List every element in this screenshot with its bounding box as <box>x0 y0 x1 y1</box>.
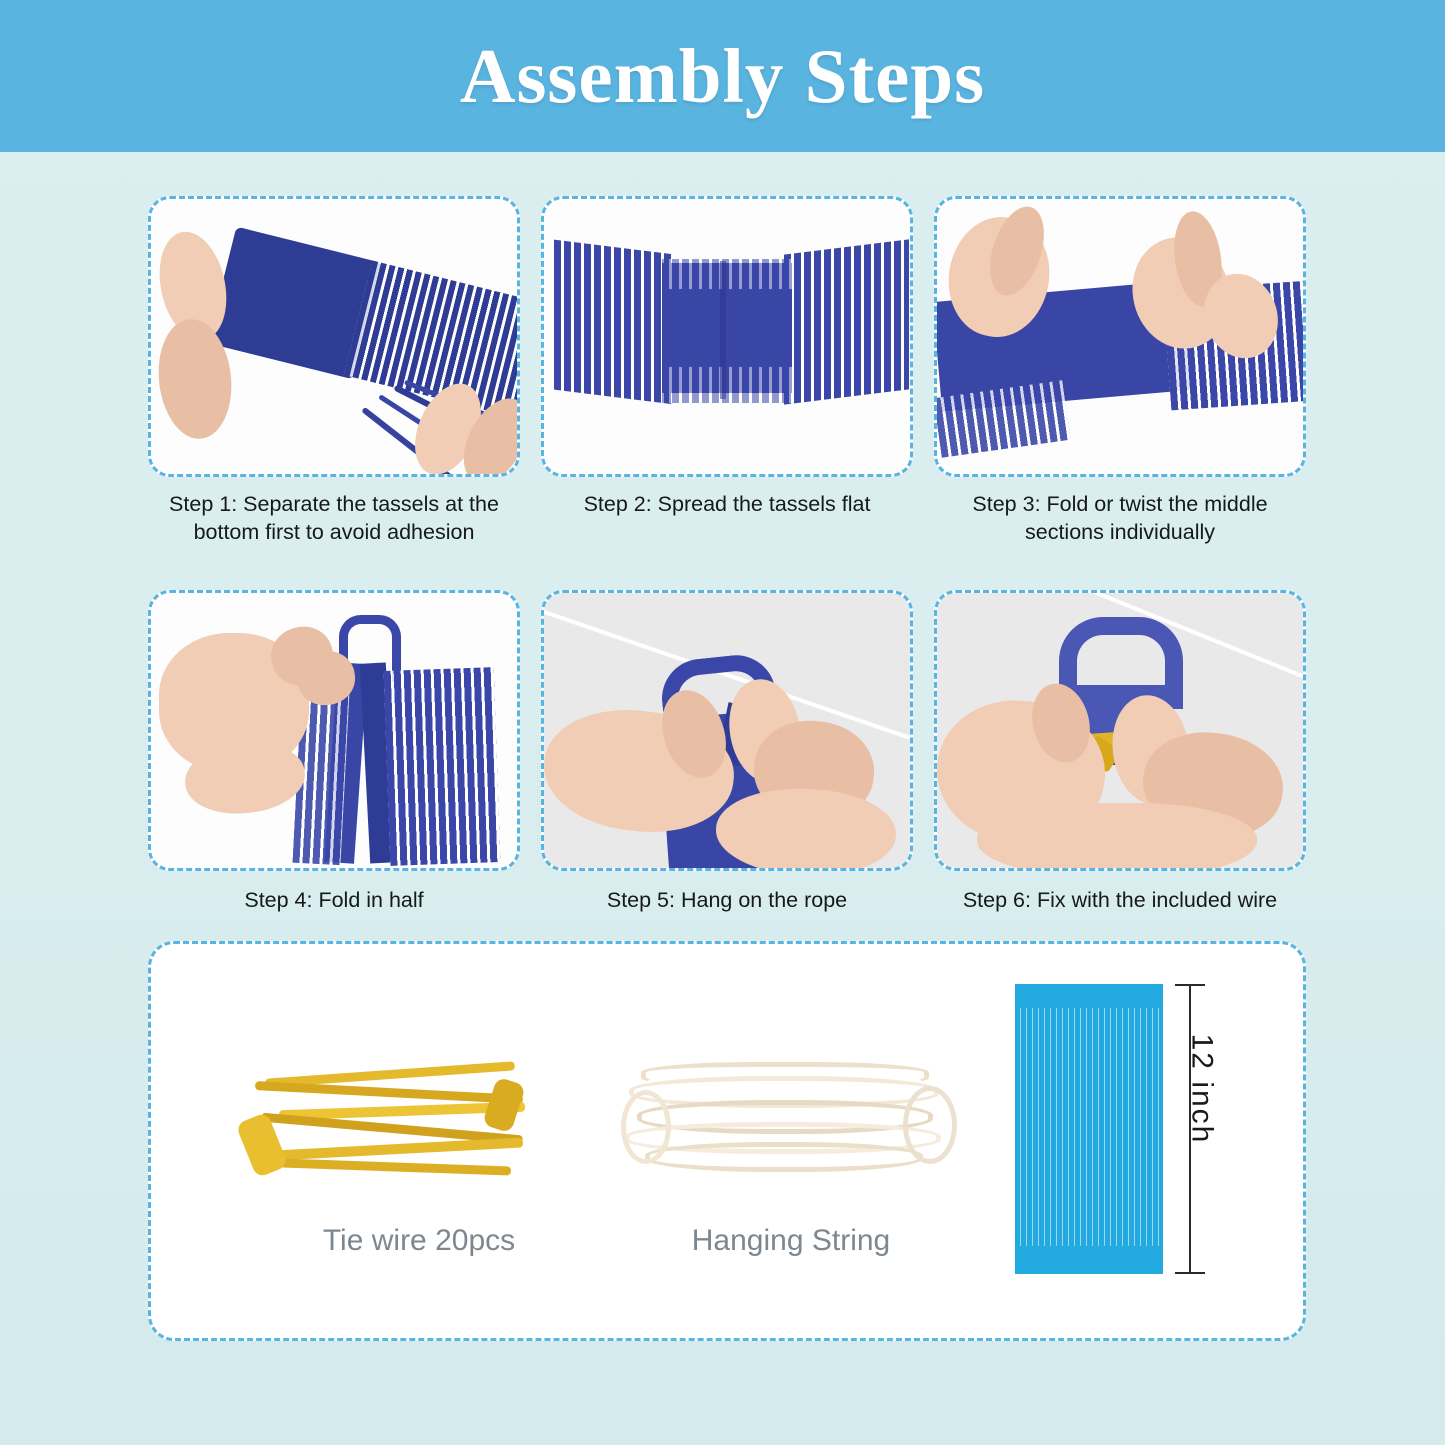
page-title: Assembly Steps <box>459 32 986 119</box>
hanging-string-label: Hanging String <box>691 1224 891 1257</box>
step-card-2 <box>541 196 913 546</box>
supplies-panel <box>148 941 1306 1341</box>
step-2-caption: Step 2: Spread the tassels flat <box>583 492 871 516</box>
step-1-illustration <box>151 199 517 474</box>
step-card-5 <box>541 590 913 915</box>
step-2-photo-frame <box>541 196 913 477</box>
step-3-caption: Step 3: Fold or twist the middle sections individually <box>972 492 1268 544</box>
step-card-6 <box>934 590 1306 915</box>
step-5-illustration <box>544 593 910 868</box>
step-2-illustration <box>544 199 910 474</box>
step-card-3 <box>934 196 1306 546</box>
step-5-caption: Step 5: Hang on the rope <box>606 888 848 913</box>
grid-row-spacer <box>148 556 520 580</box>
header-banner <box>0 0 1445 152</box>
step-card-4 <box>148 590 520 915</box>
dimension-cap-bottom <box>1175 1272 1205 1274</box>
step-6-photo-frame <box>934 590 1306 871</box>
hanging-string-illustration <box>621 1062 951 1192</box>
steps-grid <box>148 196 1306 915</box>
tie-wire-label: Tie wire 20pcs <box>322 1224 516 1257</box>
step-4-caption: Step 4: Fold in half <box>244 888 424 913</box>
step-6-illustration <box>937 593 1303 868</box>
dimension-label: 12 inch <box>1185 1033 1219 1145</box>
step-1-caption: Step 1: Separate the tassels at the bottom first to avoid adhesion <box>169 492 499 544</box>
step-6-caption: Step 6: Fix with the included wire <box>962 888 1278 913</box>
swatch-fringe <box>1015 1008 1163 1246</box>
step-3-illustration <box>937 199 1303 474</box>
step-4-illustration <box>151 593 517 868</box>
tie-wire-illustration <box>251 1064 591 1194</box>
step-5-photo-frame <box>541 590 913 871</box>
step-1-photo-frame <box>148 196 520 477</box>
step-card-1 <box>148 196 520 546</box>
step-4-photo-frame <box>148 590 520 871</box>
step-3-photo-frame <box>934 196 1306 477</box>
tassel-swatch <box>1015 984 1163 1274</box>
dimension-cap-top <box>1175 984 1205 986</box>
